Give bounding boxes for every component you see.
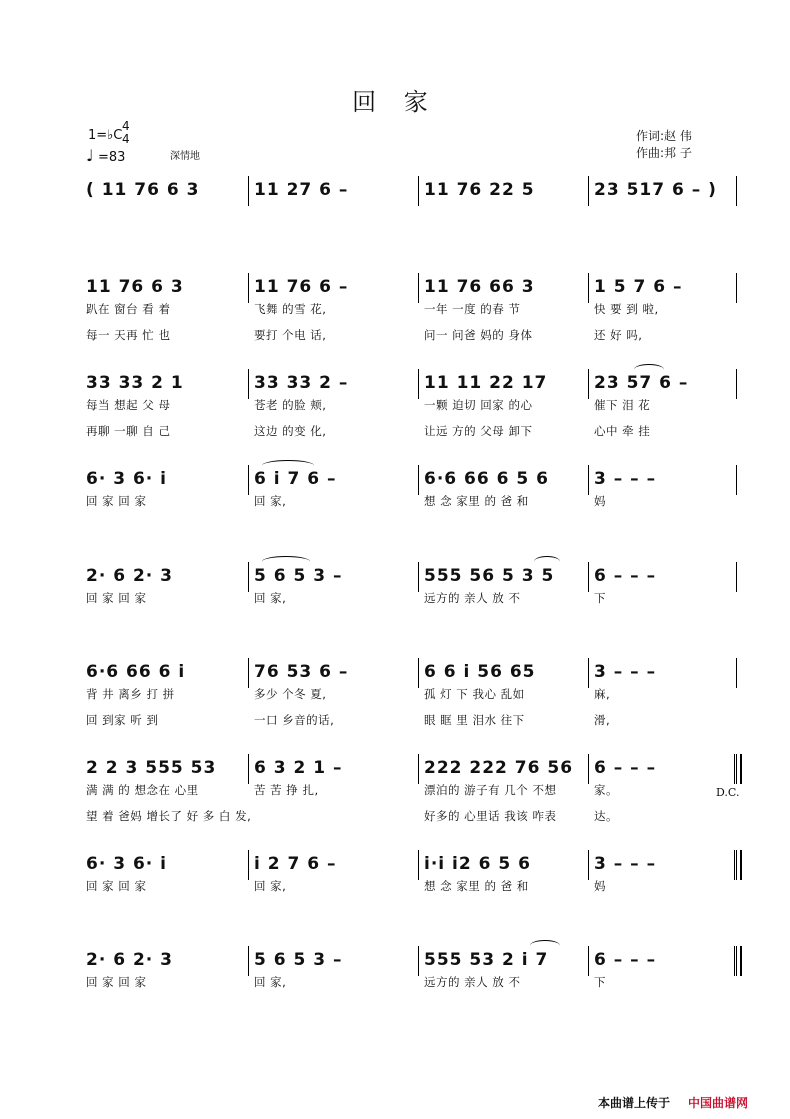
slur-arc <box>262 460 314 471</box>
repeat-barline <box>734 946 735 976</box>
barline <box>736 176 737 206</box>
lyric-text: 好多的 心里话 我该 咋表 <box>424 809 557 823</box>
barline <box>248 658 249 688</box>
barline <box>248 465 249 495</box>
barline <box>736 658 737 688</box>
measure-notes: 1 5 7 6 – <box>594 277 683 297</box>
lyric-text: 一口 乡音的话, <box>254 713 335 727</box>
barline <box>418 273 419 303</box>
key-signature: 1=♭C <box>88 128 123 143</box>
lyric-text: 下 <box>594 591 606 605</box>
meter-top: 4 <box>122 119 130 133</box>
lyric-text: 背 井 离乡 打 拼 <box>86 687 175 701</box>
measure-notes: 3 – – – <box>594 469 657 489</box>
barline <box>588 562 589 592</box>
lyric-text: 催下 泪 花 <box>594 398 651 412</box>
measure-notes: 6 i 7 6 – <box>254 469 337 489</box>
measure-notes: 6 – – – <box>594 950 657 970</box>
tempo-marking: =83 <box>98 150 126 165</box>
barline <box>588 850 589 880</box>
lyric-text: 妈 <box>594 494 606 508</box>
measure-notes: 6 – – – <box>594 566 657 586</box>
lyric-text: 多少 个冬 夏, <box>254 687 327 701</box>
measure-notes: 6 6 i 56 65 <box>424 662 536 682</box>
lyric-text: 滑, <box>594 713 611 727</box>
lyric-text: 回 到家 听 到 <box>86 713 159 727</box>
barline <box>588 754 589 784</box>
lyric-text: 达。 <box>594 809 618 823</box>
measure-notes: 2· 6 2· 3 <box>86 950 173 970</box>
measure-notes: 2 2 3 555 53 <box>86 758 217 778</box>
meter-bottom: 4 <box>122 132 130 146</box>
measure-notes: 3 – – – <box>594 854 657 874</box>
repeat-barline <box>734 754 735 784</box>
expression-marking: 深情地 <box>170 151 200 162</box>
lyric-text: 再聊 一聊 自 己 <box>86 424 171 438</box>
lyric-text: 麻, <box>594 687 611 701</box>
quarter-note-icon: ♩ <box>86 146 94 165</box>
barline <box>248 176 249 206</box>
barline <box>588 369 589 399</box>
lyric-text: 一年 一度 的春 节 <box>424 302 521 316</box>
barline <box>736 273 737 303</box>
lyric-text: 趴在 窗台 看 着 <box>86 302 171 316</box>
barline <box>588 273 589 303</box>
measure-notes: ( 11 76 6 3 <box>86 180 200 200</box>
dc-mark: D.C. <box>716 786 740 799</box>
lyric-text: 要打 个电 话, <box>254 328 327 342</box>
lyric-text: 远方的 亲人 放 不 <box>424 591 521 605</box>
barline <box>736 754 737 784</box>
repeat-barline <box>740 850 742 880</box>
barline <box>418 946 419 976</box>
lyric-text: 这边 的变 化, <box>254 424 327 438</box>
lyric-text: 妈 <box>594 879 606 893</box>
barline <box>248 946 249 976</box>
barline <box>248 850 249 880</box>
lyric-text: 回 家, <box>254 975 287 989</box>
lyric-text: 飞舞 的雪 花, <box>254 302 327 316</box>
lyric-text: 心中 牵 挂 <box>594 424 651 438</box>
barline <box>736 465 737 495</box>
site-logo: 中国曲谱网 <box>688 1096 749 1110</box>
measure-notes: 33 33 2 – <box>254 373 349 393</box>
lyric-text: 苦 苦 挣 扎, <box>254 783 319 797</box>
lyric-text: 家。 <box>594 783 618 797</box>
barline <box>418 658 419 688</box>
lyric-text: 快 要 到 啦, <box>594 302 659 316</box>
barline <box>418 850 419 880</box>
barline <box>248 273 249 303</box>
slur-arc <box>534 556 560 567</box>
lyric-text: 眼 眶 里 泪水 往下 <box>424 713 525 727</box>
lyric-text: 回 家, <box>254 879 287 893</box>
barline <box>418 754 419 784</box>
measure-notes: 6·6 66 6 i <box>86 662 186 682</box>
lyric-text: 想 念 家里 的 爸 和 <box>424 494 529 508</box>
measure-notes: 11 27 6 – <box>254 180 349 200</box>
measure-notes: 2· 6 2· 3 <box>86 566 173 586</box>
measure-notes: 6 3 2 1 – <box>254 758 343 778</box>
lyric-text: 回 家, <box>254 494 287 508</box>
measure-notes: i·i i2 6 5 6 <box>424 854 531 874</box>
measure-notes: 23 57 6 – <box>594 373 689 393</box>
measure-notes: 5 6 5 3 – <box>254 566 343 586</box>
lyric-text: 回 家 回 家 <box>86 591 147 605</box>
composer-credit: 作曲:邦 子 <box>636 146 692 160</box>
slur-arc <box>634 364 664 375</box>
measure-notes: 6· 3 6· i <box>86 469 167 489</box>
lyricist-credit: 作词:赵 伟 <box>636 129 692 143</box>
lyric-text: 想 念 家里 的 爸 和 <box>424 879 529 893</box>
measure-notes: 6· 3 6· i <box>86 854 167 874</box>
lyric-text: 漂泊的 游子有 几个 不想 <box>424 783 557 797</box>
measure-notes: 23 517 6 – ) <box>594 180 717 200</box>
time-signature <box>122 120 130 146</box>
repeat-barline <box>740 754 742 784</box>
barline <box>736 369 737 399</box>
lyric-text: 回 家 回 家 <box>86 494 147 508</box>
measure-notes: 33 33 2 1 <box>86 373 184 393</box>
lyric-text: 望 着 爸妈 增长了 好 多 白 发, <box>86 809 252 823</box>
lyric-text: 下 <box>594 975 606 989</box>
lyric-text: 一颗 迫切 回家 的心 <box>424 398 533 412</box>
slur-arc <box>262 556 310 567</box>
barline <box>588 946 589 976</box>
barline <box>418 465 419 495</box>
barline <box>736 850 737 880</box>
measure-notes: 76 53 6 – <box>254 662 349 682</box>
measure-notes: i 2 7 6 – <box>254 854 337 874</box>
lyric-text: 孤 灯 下 我心 乱如 <box>424 687 525 701</box>
lyric-text: 远方的 亲人 放 不 <box>424 975 521 989</box>
lyric-text: 满 满 的 想念在 心里 <box>86 783 199 797</box>
barline <box>418 176 419 206</box>
repeat-barline <box>740 946 742 976</box>
lyric-text: 苍老 的脸 颊, <box>254 398 327 412</box>
lyric-text: 每当 想起 父 母 <box>86 398 171 412</box>
barline <box>588 658 589 688</box>
barline <box>418 562 419 592</box>
measure-notes: 6 – – – <box>594 758 657 778</box>
barline <box>588 176 589 206</box>
lyric-text: 还 好 吗, <box>594 328 643 342</box>
measure-notes: 5 6 5 3 – <box>254 950 343 970</box>
repeat-barline <box>734 850 735 880</box>
measure-notes: 11 76 6 – <box>254 277 349 297</box>
lyric-text: 问一 问爸 妈的 身体 <box>424 328 533 342</box>
lyric-text: 回 家 回 家 <box>86 975 147 989</box>
barline <box>736 946 737 976</box>
measure-notes: 11 76 66 3 <box>424 277 535 297</box>
measure-notes: 6·6 66 6 5 6 <box>424 469 549 489</box>
measure-notes: 222 222 76 56 <box>424 758 574 778</box>
upload-notice: 本曲谱上传于 <box>598 1096 671 1110</box>
measure-notes: 11 76 22 5 <box>424 180 535 200</box>
lyric-text: 回 家 回 家 <box>86 879 147 893</box>
measure-notes: 3 – – – <box>594 662 657 682</box>
lyric-text: 每一 天再 忙 也 <box>86 328 171 342</box>
slur-arc <box>530 940 560 951</box>
barline <box>248 562 249 592</box>
lyric-text: 让远 方的 父母 卸下 <box>424 424 533 438</box>
measure-notes: 555 53 2 i 7 <box>424 950 549 970</box>
lyric-text: 回 家, <box>254 591 287 605</box>
barline <box>588 465 589 495</box>
barline <box>736 562 737 592</box>
measure-notes: 11 76 6 3 <box>86 277 184 297</box>
measure-notes: 555 56 5 3 5 <box>424 566 555 586</box>
barline <box>418 369 419 399</box>
measure-notes: 11 11 22 17 <box>424 373 548 393</box>
barline <box>248 754 249 784</box>
song-title: 回 家 <box>352 88 438 116</box>
barline <box>248 369 249 399</box>
